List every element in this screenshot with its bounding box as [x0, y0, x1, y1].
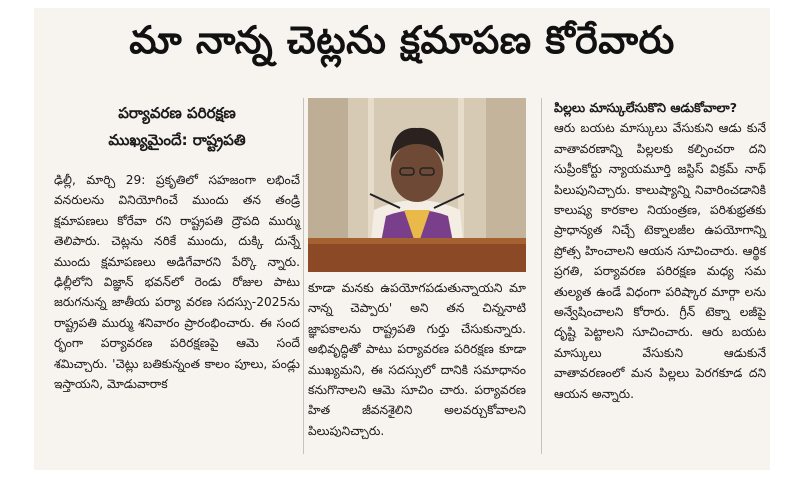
president-speaking-photo	[308, 98, 526, 272]
column-1-text: ఢిల్లీ, మార్చి 29: ప్రకృతిలో సహజంగా లభించే వనరులను వినియోగించే ముందు తన తండ్రి క్షమాపణలు కోరేవా రని రాష్ట్రపతి ద్రౌపది ముర్ము తెలిపారు. చెట్లను నరికే ముందు, దుక్కి దున్నే ముందు క్షమాపణలు అడిగేవారని పేర్కొ న్నారు. ఢిల్లీలోని విజ్ఞాన్ భవన్‌లో రెండు రోజుల పాటు జరుగనున్న జాతీయ పర్యా వరణ సదస్సు-2025ను రాష్ట్రపతి ముర్ము శనివారం ప్రారంభించారు. ఈ సంద ర్భంగా పర్యావరణ పరిరక్షణపై ఆమె సందే శమిచ్చారు. 'చెట్లు బతికున్నంత కాలం పూలు, పండ్లు ఇస్తాయని, మోడువారాక	[54, 173, 300, 392]
column-divider	[303, 98, 304, 454]
headline: మా నాన్న చెట్లను క్షమాపణ కోరేవారు	[129, 18, 675, 62]
subheadline-line-2: ముఖ్యమైందే: రాష్ట్రపతి	[108, 131, 246, 149]
column-3-text: ఆరు బయట మాస్కులు వేసుకుని ఆడు కునే వాతావరణాన్ని పిల్లలకు కల్పించరా దని సుప్రీంకోర్టు న్యాయమూర్తి జస్టిస్ విక్రమ్ నాథ్ పిలుపునిచ్చారు. కాలుష్యాన్ని నివారించడానికి కాలుష్య కారకాల నియంత్రణ, పరిశుభ్రతకు ప్రాధాన్యత నిచ్చే టెక్నాలజీల ఉపయోగాన్ని ప్రోత్స హించాలని ఆయన సూచించారు. ఆర్థిక ప్రగతి, పర్యావరణ పరిరక్షణ మధ్య సమ తుల్యత ఉండే విధంగా పరిష్కార మార్గా లను అన్వేషించాలని కోరారు. గ్రీన్ టెక్నా లజీపై దృష్టి పెట్టాలని సూచించారు. ఆరు బయట మాస్కులు వేసుకుని ఆడుకునే వాతావరణంలో మన పిల్లలు పెరగకూడ దని ఆయన అన్నారు.	[554, 121, 766, 401]
newspaper-clipping	[34, 8, 770, 470]
subheadline	[54, 100, 300, 154]
column-2	[308, 278, 526, 441]
column-3	[554, 98, 766, 404]
column-divider	[541, 98, 542, 454]
column-3-question: పిల్లలు మాస్కులేసుకొని ఆడుకోవాలా?	[554, 100, 738, 115]
photo-illustration	[308, 98, 526, 272]
subheadline-line-1: పర్యావరణ పరిరక్షణ	[118, 104, 236, 122]
column-1	[54, 170, 300, 394]
column-2-text: కూడా మనకు ఉపయోగపడుతున్నాయని మా నాన్న చెప్పారు' అని తన చిన్ననాటి జ్ఞాపకాలను రాష్ట్రపతి గుర్తు చేసుకున్నారు. అభివృద్ధితో పాటు పర్యావరణ పరిరక్షణ కూడా ముఖ్యమని, ఈ సదస్సులో దానికి సమాధానం కనుగొనాలని ఆమె సూచిం చారు. పర్యావరణ హిత జీవనశైలిని అలవర్చుకోవాలని పిలుపునిచ్చారు.	[308, 281, 526, 438]
